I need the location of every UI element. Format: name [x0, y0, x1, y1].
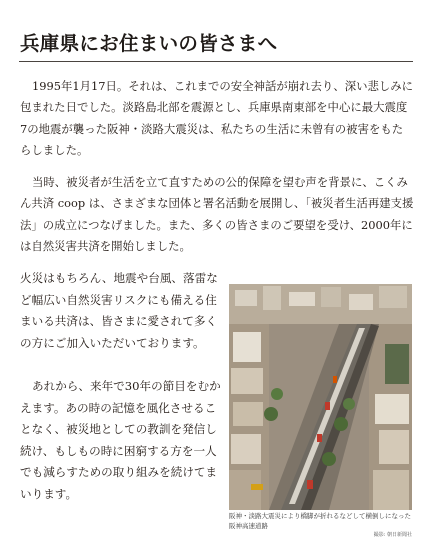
photo-credit: 撮影: 朝日新聞社: [373, 532, 412, 538]
title-divider: [19, 61, 413, 62]
paragraph-3: 火災はもちろん、地震や台風、落雷など幅広い自然災害リスクにも備える住まいる共済は、皆さまに愛されて多くの方にご加入いただいております。: [20, 271, 218, 350]
collapsed-expressway-photo: [229, 284, 412, 510]
paragraph-4: あれから、来年で30年の節目をむかえます。あの時の記憶を風化させることなく、被災地としての教訓を発信し続け、もしもの時に困窮する方を一人でも減らすための取り組みを続けてまいります。: [20, 379, 221, 501]
photo-caption: 阪神・淡路大震災により橋脚が折れるなどして横倒しになった阪神高速道路: [229, 512, 411, 530]
page-title: 兵庫県にお住まいの皆さまへ: [20, 32, 278, 55]
paragraph-2: 当時、被災者が生活を立て直すための公的保障を望む声を背景に、こくみん共済 coop は、さまざまな団体と署名活動を展開し、「被災者生活再建支援法」の成立につなげました。また、多くの皆さまのご要望を受け、2000年には自然災害共済を開始しました。: [20, 175, 414, 253]
paragraph-1: 1995年1月17日。それは、これまでの安全神話が崩れ去り、深い悲しみに包まれた日でした。淡路島北部を震源とし、兵庫県南東部を中心に最大震度7の地震が襲った阪神・淡路大震災は、私たちの生活に未曾有の被害をもたらしました。: [20, 79, 414, 157]
